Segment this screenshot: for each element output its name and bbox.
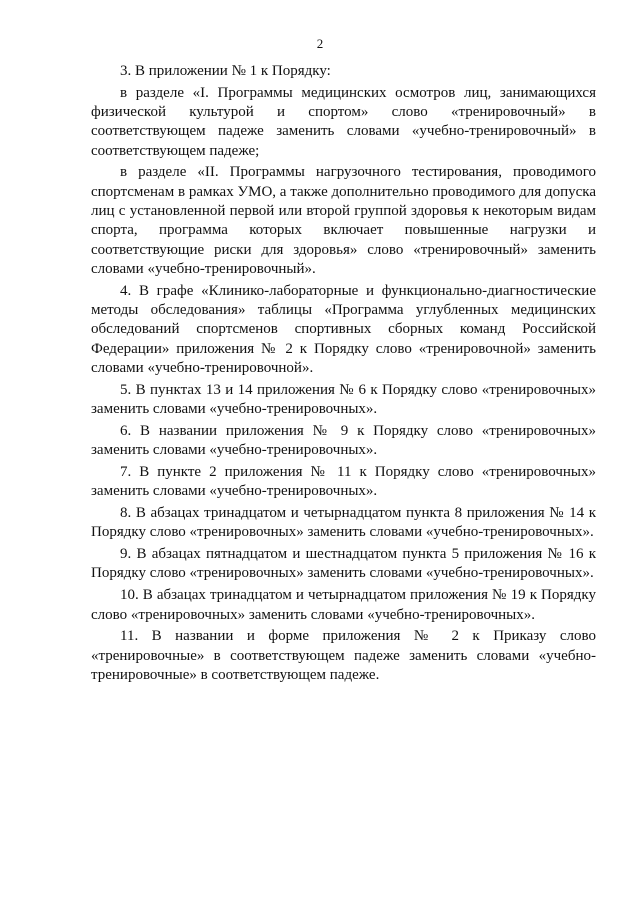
paragraph-item-5: 5. В пунктах 13 и 14 приложения № 6 к Порядку слово «тренировочных» заменить словами «учебно-тренировочных». bbox=[91, 381, 596, 418]
paragraph-item-7: 7. В пункте 2 приложения № 11 к Порядку слово «тренировочных» заменить словами «учебно-тренировочных». bbox=[91, 463, 596, 500]
paragraph-item-3-section-1: в разделе «I. Программы медицинских осмотров лиц, занимающихся физической культурой и спортом» слово «тренировочный» в соответствующем падеже заменить словами «учебно-тренировочный» в соответствующем падеже; bbox=[91, 84, 596, 159]
paragraph-item-6: 6. В названии приложения № 9 к Порядку слово «тренировочных» заменить словами «учебно-тренировочных». bbox=[91, 422, 596, 459]
paragraph-item-4: 4. В графе «Клинико-лабораторные и функционально-диагностические методы обследования» таблицы «Программа углубленных медицинских обследований спортсменов спортивных сборных команд Российской Федерации» приложения № 2 к Порядку слово «тренировочной» заменить словами «учебно-тренировочной». bbox=[91, 282, 596, 376]
document-body bbox=[91, 62, 596, 688]
paragraph-item-10: 10. В абзацах тринадцатом и четырнадцатом приложения № 19 к Порядку слово «тренировочных» заменить словами «учебно-тренировочных». bbox=[91, 587, 596, 623]
paragraph-item-8: 8. В абзацах тринадцатом и четырнадцатом пункта 8 приложения № 14 к Порядку слово «тренировочных» заменить словами «учебно-тренировочных». bbox=[91, 505, 596, 541]
paragraph-item-3: 3. В приложении № 1 к Порядку: bbox=[120, 63, 331, 79]
paragraph-item-11: 11. В названии и форме приложения № 2 к Приказу слово «тренировочные» в соответствующем падеже заменить словами «учебно-тренировочные» в соответствующем падеже. bbox=[91, 628, 596, 683]
page-number: 2 bbox=[316, 36, 324, 51]
paragraph-item-9: 9. В абзацах пятнадцатом и шестнадцатом пункта 5 приложения № 16 к Порядку слово «тренировочных» заменить словами «учебно-тренировочных». bbox=[91, 546, 596, 582]
paragraph-item-3-section-2: в разделе «II. Программы нагрузочного тестирования, проводимого спортсменам в рамках УМО, а также дополнительно проводимого для допуска лиц с установленной первой или второй группой здоровья к некоторым видам спорта, программа которых включает повышенные нагрузки и соответствующие риски для здоровья» слово «тренировочный» заменить словами «учебно-тренировочный». bbox=[91, 164, 596, 277]
